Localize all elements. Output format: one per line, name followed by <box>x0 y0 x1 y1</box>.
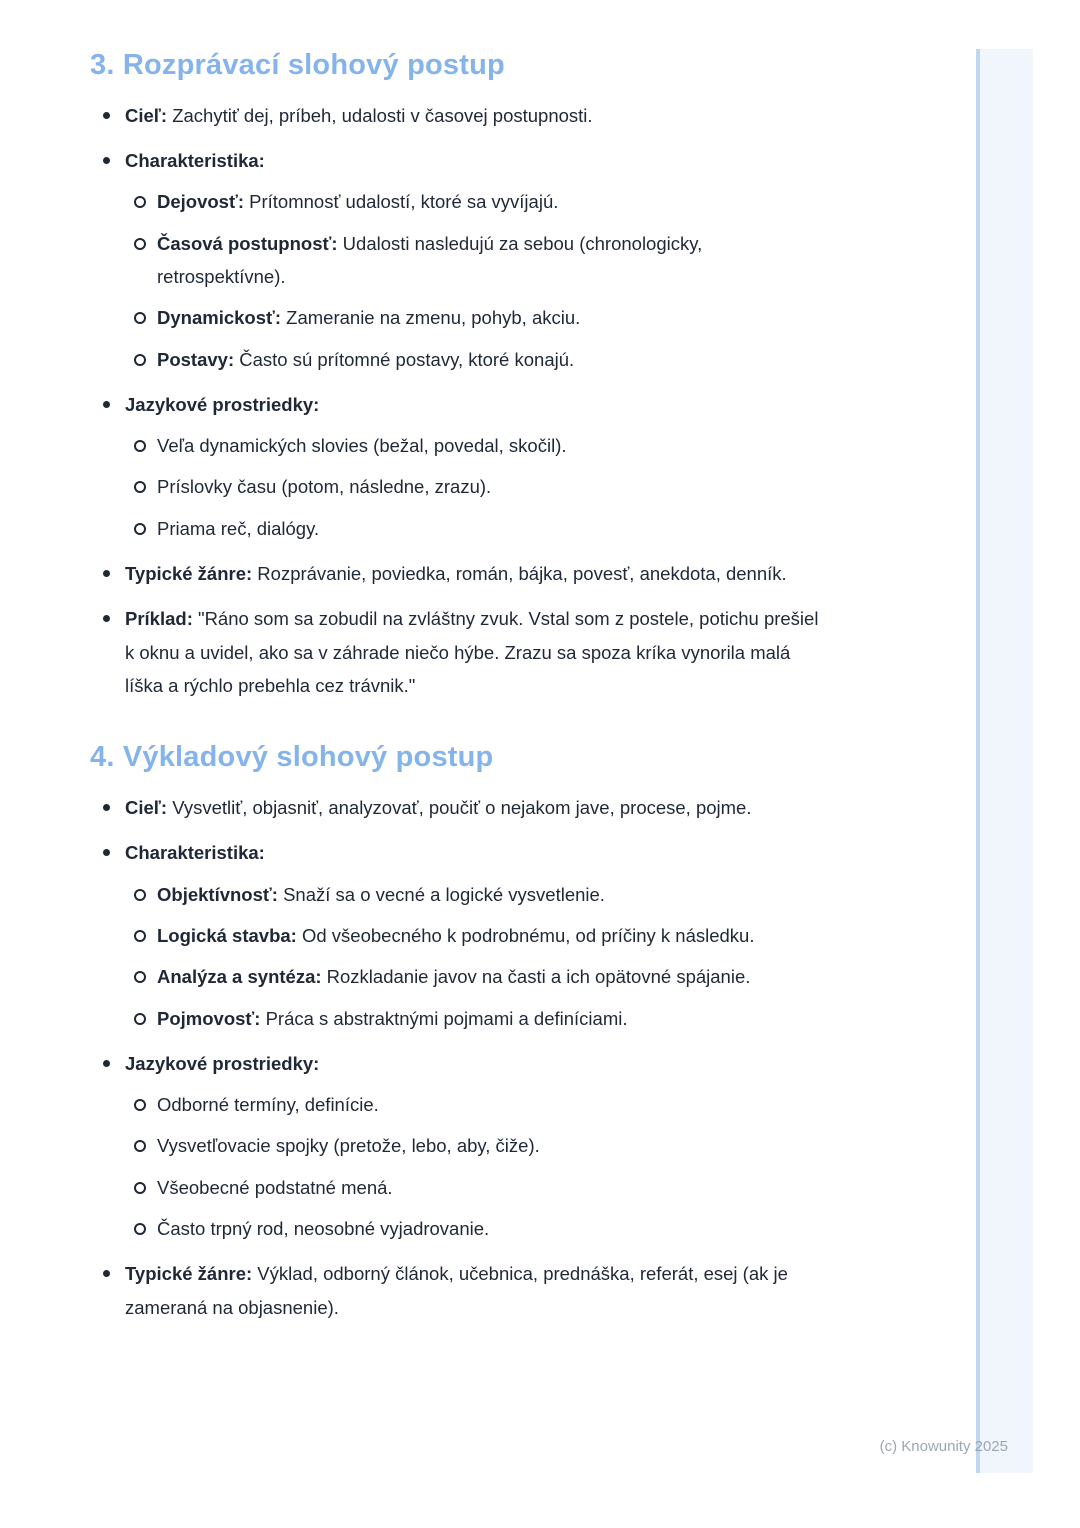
item-label: Cieľ: <box>125 104 168 126</box>
item-text: Výklad, odborný článok, učebnica, prednáška, referát, esej (ak je zameraná na objasnenie). <box>125 1263 788 1318</box>
sub-list-item <box>125 960 832 993</box>
item-label: Objektívnosť: <box>157 883 278 905</box>
sub-list-item <box>125 919 832 952</box>
sub-list-item <box>125 878 832 911</box>
list-item <box>90 1257 832 1324</box>
item-text: Snaží sa o vecné a logické vysvetlenie. <box>283 883 605 905</box>
sub-list-item <box>125 1002 832 1035</box>
sub-list-item <box>125 512 832 545</box>
sub-bullet-list <box>125 185 832 375</box>
item-label: Dejovosť: <box>157 191 244 213</box>
item-label: Charakteristika: <box>125 150 265 172</box>
list-item <box>90 602 832 702</box>
item-text: Odborné termíny, definície. <box>157 1094 379 1116</box>
item-label: Typické žánre: <box>125 1263 253 1285</box>
item-text: Príslovky času (potom, následne, zrazu). <box>157 476 492 498</box>
item-label: Časová postupnosť: <box>157 232 338 254</box>
sub-list-item <box>125 470 832 503</box>
list-item <box>90 836 832 1034</box>
copyright-text: (c) Knowunity 2025 <box>879 1438 1008 1455</box>
item-label: Charakteristika: <box>125 842 265 864</box>
item-text: Vysvetľovacie spojky (pretože, lebo, aby, čiže). <box>157 1135 540 1157</box>
list-item <box>90 1047 832 1245</box>
item-label: Postavy: <box>157 348 235 370</box>
item-label: Cieľ: <box>125 797 168 819</box>
item-text: Všeobecné podstatné mená. <box>157 1176 393 1198</box>
item-text: Zameranie na zmenu, pohyb, akciu. <box>286 307 581 329</box>
sub-bullet-list <box>125 878 832 1035</box>
item-text: Rozprávanie, poviedka, román, bájka, povesť, anekdota, denník. <box>257 563 787 585</box>
page-side-strip <box>976 49 1033 1473</box>
item-label: Dynamickosť: <box>157 307 282 329</box>
item-text: Od všeobecného k podrobnému, od príčiny k následku. <box>301 924 755 946</box>
sub-list-item <box>125 429 832 462</box>
item-label: Pojmovosť: <box>157 1007 261 1029</box>
section-heading: 4. Výkladový slohový postup <box>90 741 494 774</box>
sub-list-item <box>125 1171 832 1204</box>
item-text: Priama reč, dialógy. <box>157 517 320 539</box>
bullet-list <box>90 99 832 702</box>
item-text: Udalosti nasledujú za sebou (chronologicky, retrospektívne). <box>157 232 703 287</box>
item-text: Rozkladanie javov na časti a ich opätovné spájanie. <box>326 966 751 988</box>
item-text: Vysvetliť, objasniť, analyzovať, poučiť o nejakom jave, procese, pojme. <box>172 797 752 819</box>
sub-list-item <box>125 301 832 334</box>
item-text: Prítomnosť udalostí, ktoré sa vyvíjajú. <box>249 191 559 213</box>
item-label: Príklad: <box>125 608 193 630</box>
list-item <box>90 791 832 824</box>
sub-list-item <box>125 1212 832 1245</box>
list-item <box>90 388 832 545</box>
sub-bullet-list <box>125 1088 832 1245</box>
list-item <box>90 557 832 590</box>
item-label: Logická stavba: <box>157 924 297 946</box>
item-label: Jazykové prostriedky: <box>125 1052 320 1074</box>
item-text: Často trpný rod, neosobné vyjadrovanie. <box>157 1218 490 1240</box>
item-label: Typické žánre: <box>125 563 253 585</box>
sub-bullet-list <box>125 429 832 545</box>
item-text: Veľa dynamických slovies (bežal, povedal, skočil). <box>157 435 567 457</box>
sub-list-item <box>125 1088 832 1121</box>
sub-list-item <box>125 1129 832 1162</box>
sub-list-item <box>125 227 832 294</box>
item-text: Často sú prítomné postavy, ktoré konajú. <box>239 348 575 370</box>
item-text: "Ráno som sa zobudil na zvláštny zvuk. Vstal som z postele, potichu prešiel k oknu a uvidel, ako sa v záhrade niečo hýbe. Zrazu sa spoza kríka vynorila malá líška a rýchlo prebehla cez trávnik." <box>125 608 819 696</box>
copyright-footer <box>880 1438 1008 1455</box>
list-item <box>90 144 832 376</box>
item-label: Analýza a syntéza: <box>157 966 322 988</box>
item-text: Zachytiť dej, príbeh, udalosti v časovej postupnosti. <box>172 104 593 126</box>
sub-list-item <box>125 343 832 376</box>
section-heading: 3. Rozprávací slohový postup <box>90 49 505 81</box>
list-item <box>90 99 832 132</box>
bullet-list <box>90 791 832 1324</box>
item-label: Jazykové prostriedky: <box>125 393 320 415</box>
item-text: Práca s abstraktnými pojmami a definíciami. <box>265 1007 628 1029</box>
sub-list-item <box>125 185 832 218</box>
document-content <box>90 40 832 1324</box>
